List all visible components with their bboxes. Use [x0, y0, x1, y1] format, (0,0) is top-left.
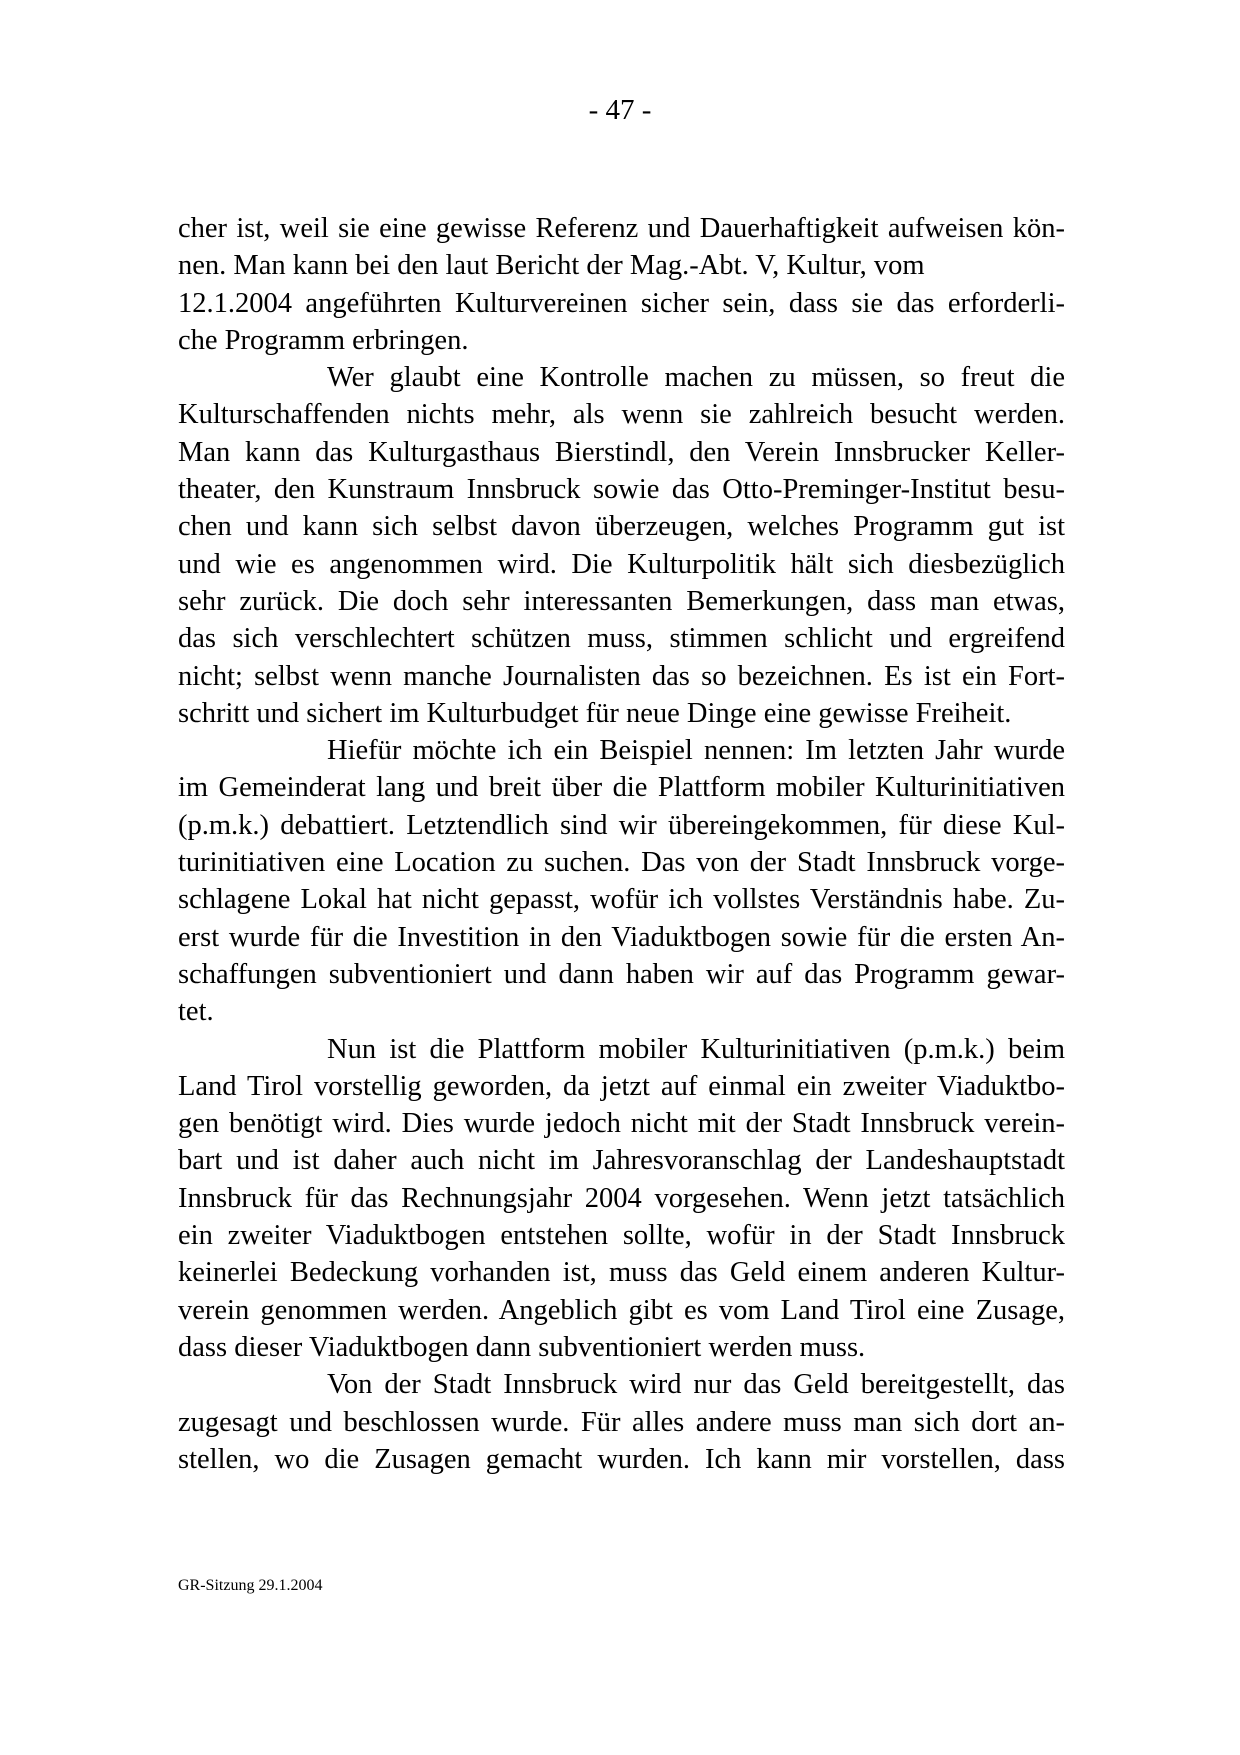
text-line: stellen, wo die Zusagen gemacht wurden. Ich kann mir vorstellen, dass	[178, 1443, 1065, 1475]
text-line: cher ist, weil sie eine gewisse Referenz und Dauerhaftigkeit aufweisen kön-	[178, 213, 1065, 244]
text-line: dass dieser Viaduktbogen dann subventioniert werden muss.	[178, 1331, 866, 1363]
text-line: Innsbruck für das Rechnungsjahr 2004 vorgesehen. Wenn jetzt tatsächlich	[178, 1182, 1065, 1214]
text-line: im Gemeinderat lang und breit über die Plattform mobiler Kulturinitiativen	[178, 772, 1065, 804]
text-line: schritt und sichert im Kulturbudget für neue Dinge eine gewisse Freiheit.	[178, 697, 1012, 729]
text-line: chen und kann sich selbst davon überzeugen, welches Programm gut ist	[178, 511, 1065, 543]
text-line: nen. Man kann bei den laut Bericht der Mag.-Abt. V, Kultur, vom	[178, 250, 925, 282]
text-line: Nun ist die Plattform mobiler Kulturinitiativen (p.m.k.) beim	[327, 1033, 1065, 1065]
text-line: Wer glaubt eine Kontrolle machen zu müssen, so freut die	[327, 362, 1065, 394]
text-line: sehr zurück. Die doch sehr interessanten Bemerkungen, dass man etwas,	[178, 585, 1065, 617]
paragraph	[178, 359, 1065, 732]
paragraph	[178, 1366, 1065, 1478]
text-line: verein genommen werden. Angeblich gibt es vom Land Tirol eine Zusage,	[178, 1294, 1065, 1326]
text-line: che Programm erbringen.	[178, 324, 469, 356]
text-line: nicht; selbst wenn manche Journalisten das so bezeichnen. Es ist ein Fort-	[178, 660, 1065, 692]
text-line: schaffungen subventioniert und dann haben wir auf das Programm gewar-	[178, 958, 1065, 990]
text-line: theater, den Kunstraum Innsbruck sowie das Otto-Preminger-Institut besu-	[178, 474, 1065, 506]
text-line: gen benötigt wird. Dies wurde jedoch nicht mit der Stadt Innsbruck verein-	[178, 1108, 1065, 1140]
page-number: - 47 -	[588, 94, 652, 126]
text-line: und wie es angenommen wird. Die Kulturpolitik hält sich diesbezüglich	[178, 548, 1065, 580]
text-line: Hiefür möchte ich ein Beispiel nennen: Im letzten Jahr wurde	[327, 735, 1065, 767]
paragraph	[178, 1031, 1065, 1367]
paragraph	[178, 210, 1065, 359]
text-line: (p.m.k.) debattiert. Letztendlich sind wir übereingekommen, für diese Kul-	[178, 809, 1065, 841]
text-line: Von der Stadt Innsbruck wird nur das Geld bereitgestellt, das	[327, 1369, 1065, 1401]
page-footer: GR-Sitzung 29.1.2004	[178, 1577, 323, 1594]
text-line: Land Tirol vorstellig geworden, da jetzt auf einmal ein zweiter Viaduktbo-	[178, 1070, 1065, 1102]
text-line: zugesagt und beschlossen wurde. Für alles andere muss man sich dort an-	[178, 1406, 1065, 1438]
text-line: das sich verschlechtert schützen muss, stimmen schlicht und ergreifend	[178, 623, 1065, 655]
text-line: Man kann das Kulturgasthaus Bierstindl, den Verein Innsbrucker Keller-	[178, 436, 1065, 468]
text-line: tet.	[178, 996, 214, 1028]
paragraph	[178, 732, 1065, 1030]
text-line: bart und ist daher auch nicht im Jahresvoranschlag der Landeshauptstadt	[178, 1145, 1065, 1177]
text-line: keinerlei Bedeckung vorhanden ist, muss das Geld einem anderen Kultur-	[178, 1257, 1065, 1289]
document-body	[178, 210, 1065, 1478]
text-line: turinitiativen eine Location zu suchen. Das von der Stadt Innsbruck vorge-	[178, 847, 1065, 879]
text-line: schlagene Lokal hat nicht gepasst, wofür ich vollstes Verständnis habe. Zu-	[178, 884, 1065, 916]
text-line: ein zweiter Viaduktbogen entstehen sollte, wofür in der Stadt Innsbruck	[178, 1220, 1065, 1252]
text-line: erst wurde für die Investition in den Viaduktbogen sowie für die ersten An-	[178, 921, 1065, 953]
text-line: Kulturschaffenden nichts mehr, als wenn sie zahlreich besucht werden.	[178, 399, 1065, 431]
text-line: 12.1.2004 angeführten Kulturvereinen sicher sein, dass sie das erforderli-	[178, 287, 1065, 319]
